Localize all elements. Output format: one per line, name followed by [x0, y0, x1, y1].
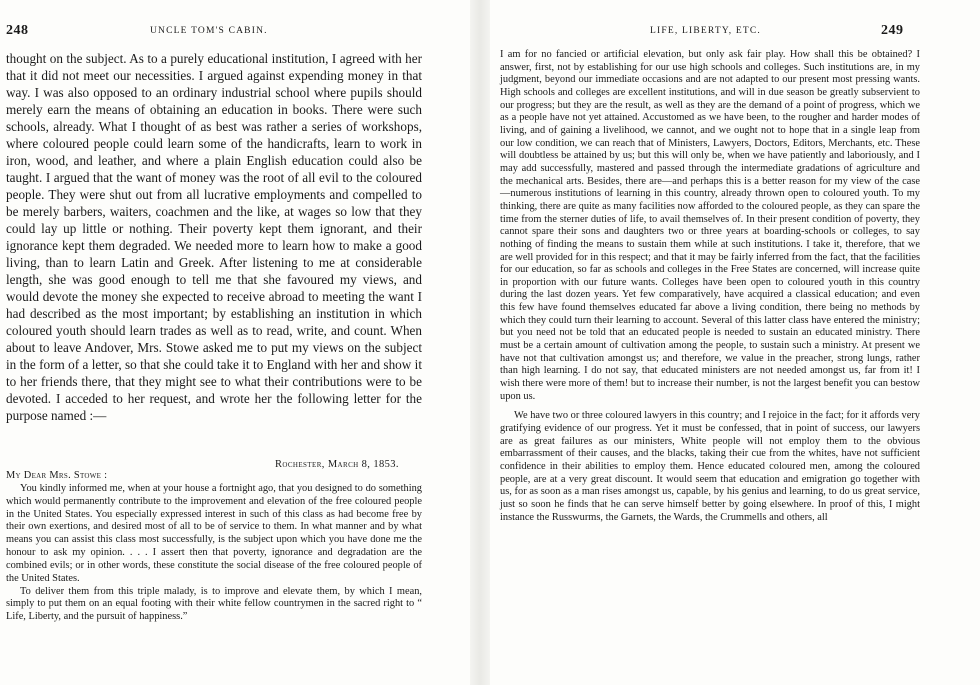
right-paragraph: I am for no fancied or artificial elevation, but only ask fair play. How shall this be obtained? I answer, first, not by establishing for our use high schools and colleges. Such institutions are, in my judgment, beyond our immediate occasions and are not adapted to our present most pressing wants. High schools and colleges are excellent institutions, and will in due season be greatly subservient to our progress; but they are the result, as well as they are the demand of a point of progress, which we as a people have not yet attained. Accustomed as we have been, to the rougher and harder modes of living, and of gaining a livelihood, we cannot, and we ought not to hope that in a single leap from our low condition, we can reach that of Ministers, Lawyers, Doctors, Editors, Merchants, etc. These will doubtless be attained by us; but this will only be, when we have patiently and laboriously, and I may add successfully, mastered and passed through the intermediate gradations of agriculture and the mechanical arts. Besides, there are—and perhaps this is a better reason for my view of the case—numerous institutions of learning in this country, already thrown open to coloured youth. To my thinking, there are quite as many facilities now afforded to the coloured people, as they can spare the time from the sterner duties of life, to avail themselves of. In their present condition of poverty, they cannot spare their sons and daughters two or three years at boarding-schools or colleges, to say nothing of finding the means to sustain them while at such institutions. I take it, therefore, that we are well provided for in this respect; and that it may be fairly inferred from the fact, that the facilities for our education, so far as schools and colleges in the Free States are concerned, will increase quite in proportion with our future wants. Colleges have been open to coloured youth in this country during the last dozen years. Yet few comparatively, have acquired a classical education; and even this few have found themselves educated far above a living condition, there being no methods by which they could turn their learning to account. Several of this latter class have entered the ministry; but you need not be told that an educated people is needed to sustain an educated ministry. There must be a certain amount of cultivation among the people, to sustain such a ministry. At present we have not that cultivation amongst us; and therefore, we value in the preacher, strong lungs, rather than high learning. I do not say, that educated ministers are not needed amongst us, far from it! I wish there were more of them! but to increase their number, is not the largest benefit you can bestow upon us.: [500, 49, 920, 402]
left-body-text: thought on the subject. As to a purely educational institution, I agreed with her that it did not meet our necessities. I argued against expending money in that way. I was also opposed to an ordinary industrial school where pupils should merely earn the means of obtaining an education in books. There were such schools, already. What I thought of as best was rather a series of workshops, where coloured people could learn some of the handicrafts, learn to work in iron, wood, and leather, and where a plain English education could also be taught. I argued that the want of money was the root of all evil to the coloured people. They were shut out from all lucrative employments and compelled to be merely barbers, waiters, coachmen and the like, at wages so low that they could lay up little or nothing. Their poverty kept them ignorant, and their ignorance kept them degraded. We needed more to learn how to make a good living, than to learn Latin and Greek. After listening to me at considerable length, she was good enough to tell me that she favoured my views, and would devote the money she expected to receive abroad to meeting the want I had described as the most important; by establishing an institution in which coloured youth should learn trades as well as to read, write, and count. When about to leave Andover, Mrs. Stowe asked me to put my views on the subject in the form of a letter, so that she could take it to England with her and show it to her friends there, that they might see to what their contributions were to be devoted. I acceded to her request, and wrote her the following letter for the purpose named :—: [6, 51, 422, 423]
left-running-head: UNCLE TOM'S CABIN.: [150, 26, 268, 36]
right-page-number: 249: [881, 23, 904, 38]
right-page: [490, 0, 980, 685]
right-running-head: LIFE, LIBERTY, ETC.: [650, 26, 761, 36]
book-gutter: [470, 0, 490, 685]
right-paragraph: We have two or three coloured lawyers in this country; and I rejoice in the fact; for it affords very gratifying evidence of our progress. Yet it must be confessed, that in point of success, our lawyers are as great failures as our ministers, White people will not employ them to the obvious embarrassment of their causes, and the blacks, taking their cue from the whites, have not sufficient confidence in their abilities to employ them. Hence educated coloured men, among the coloured people, are at a very great discount. It would seem that education and emigration go together with us, for as soon as a man rises amongst us, capable, by his genius and learning, to do us great service, just so soon he finds that he can serve himself better by going elsewhere. In proof of this, I might instance the Russwurms, the Garnets, the Wards, the Crummells and others, all: [500, 410, 920, 523]
left-page: [0, 0, 470, 685]
letter-paragraph: You kindly informed me, when at your house a fortnight ago, that you designed to do something which would permanently contribute to the improvement and elevation of the free coloured people in the United States. You especially expressed interest in such of this class as had become free by their own exertions, and desired most of all to be of service to them. In what manner and by what means you can assist this class most successfully, is the subject upon which you have done me the honour to ask my opinion. . . . I assert then that poverty, ignorance and degradation are the combined evils; or in other words, these constitute the social disease of the free coloured people of the United States.: [6, 482, 422, 584]
letter-salutation: My Dear Mrs. Stowe :: [6, 470, 108, 481]
left-page-number: 248: [6, 23, 29, 38]
right-body-text: [500, 49, 920, 524]
letter-text: [6, 470, 422, 624]
letter-paragraph: To deliver them from this triple malady, is to improve and elevate them, by which I mean, simply to put them on an equal footing with their white fellow countrymen in the sacred right to “ Life, Liberty, and the pursuit of happiness.”: [6, 585, 422, 623]
letter-dateline: Rochester, March 8, 1853.: [275, 459, 399, 470]
